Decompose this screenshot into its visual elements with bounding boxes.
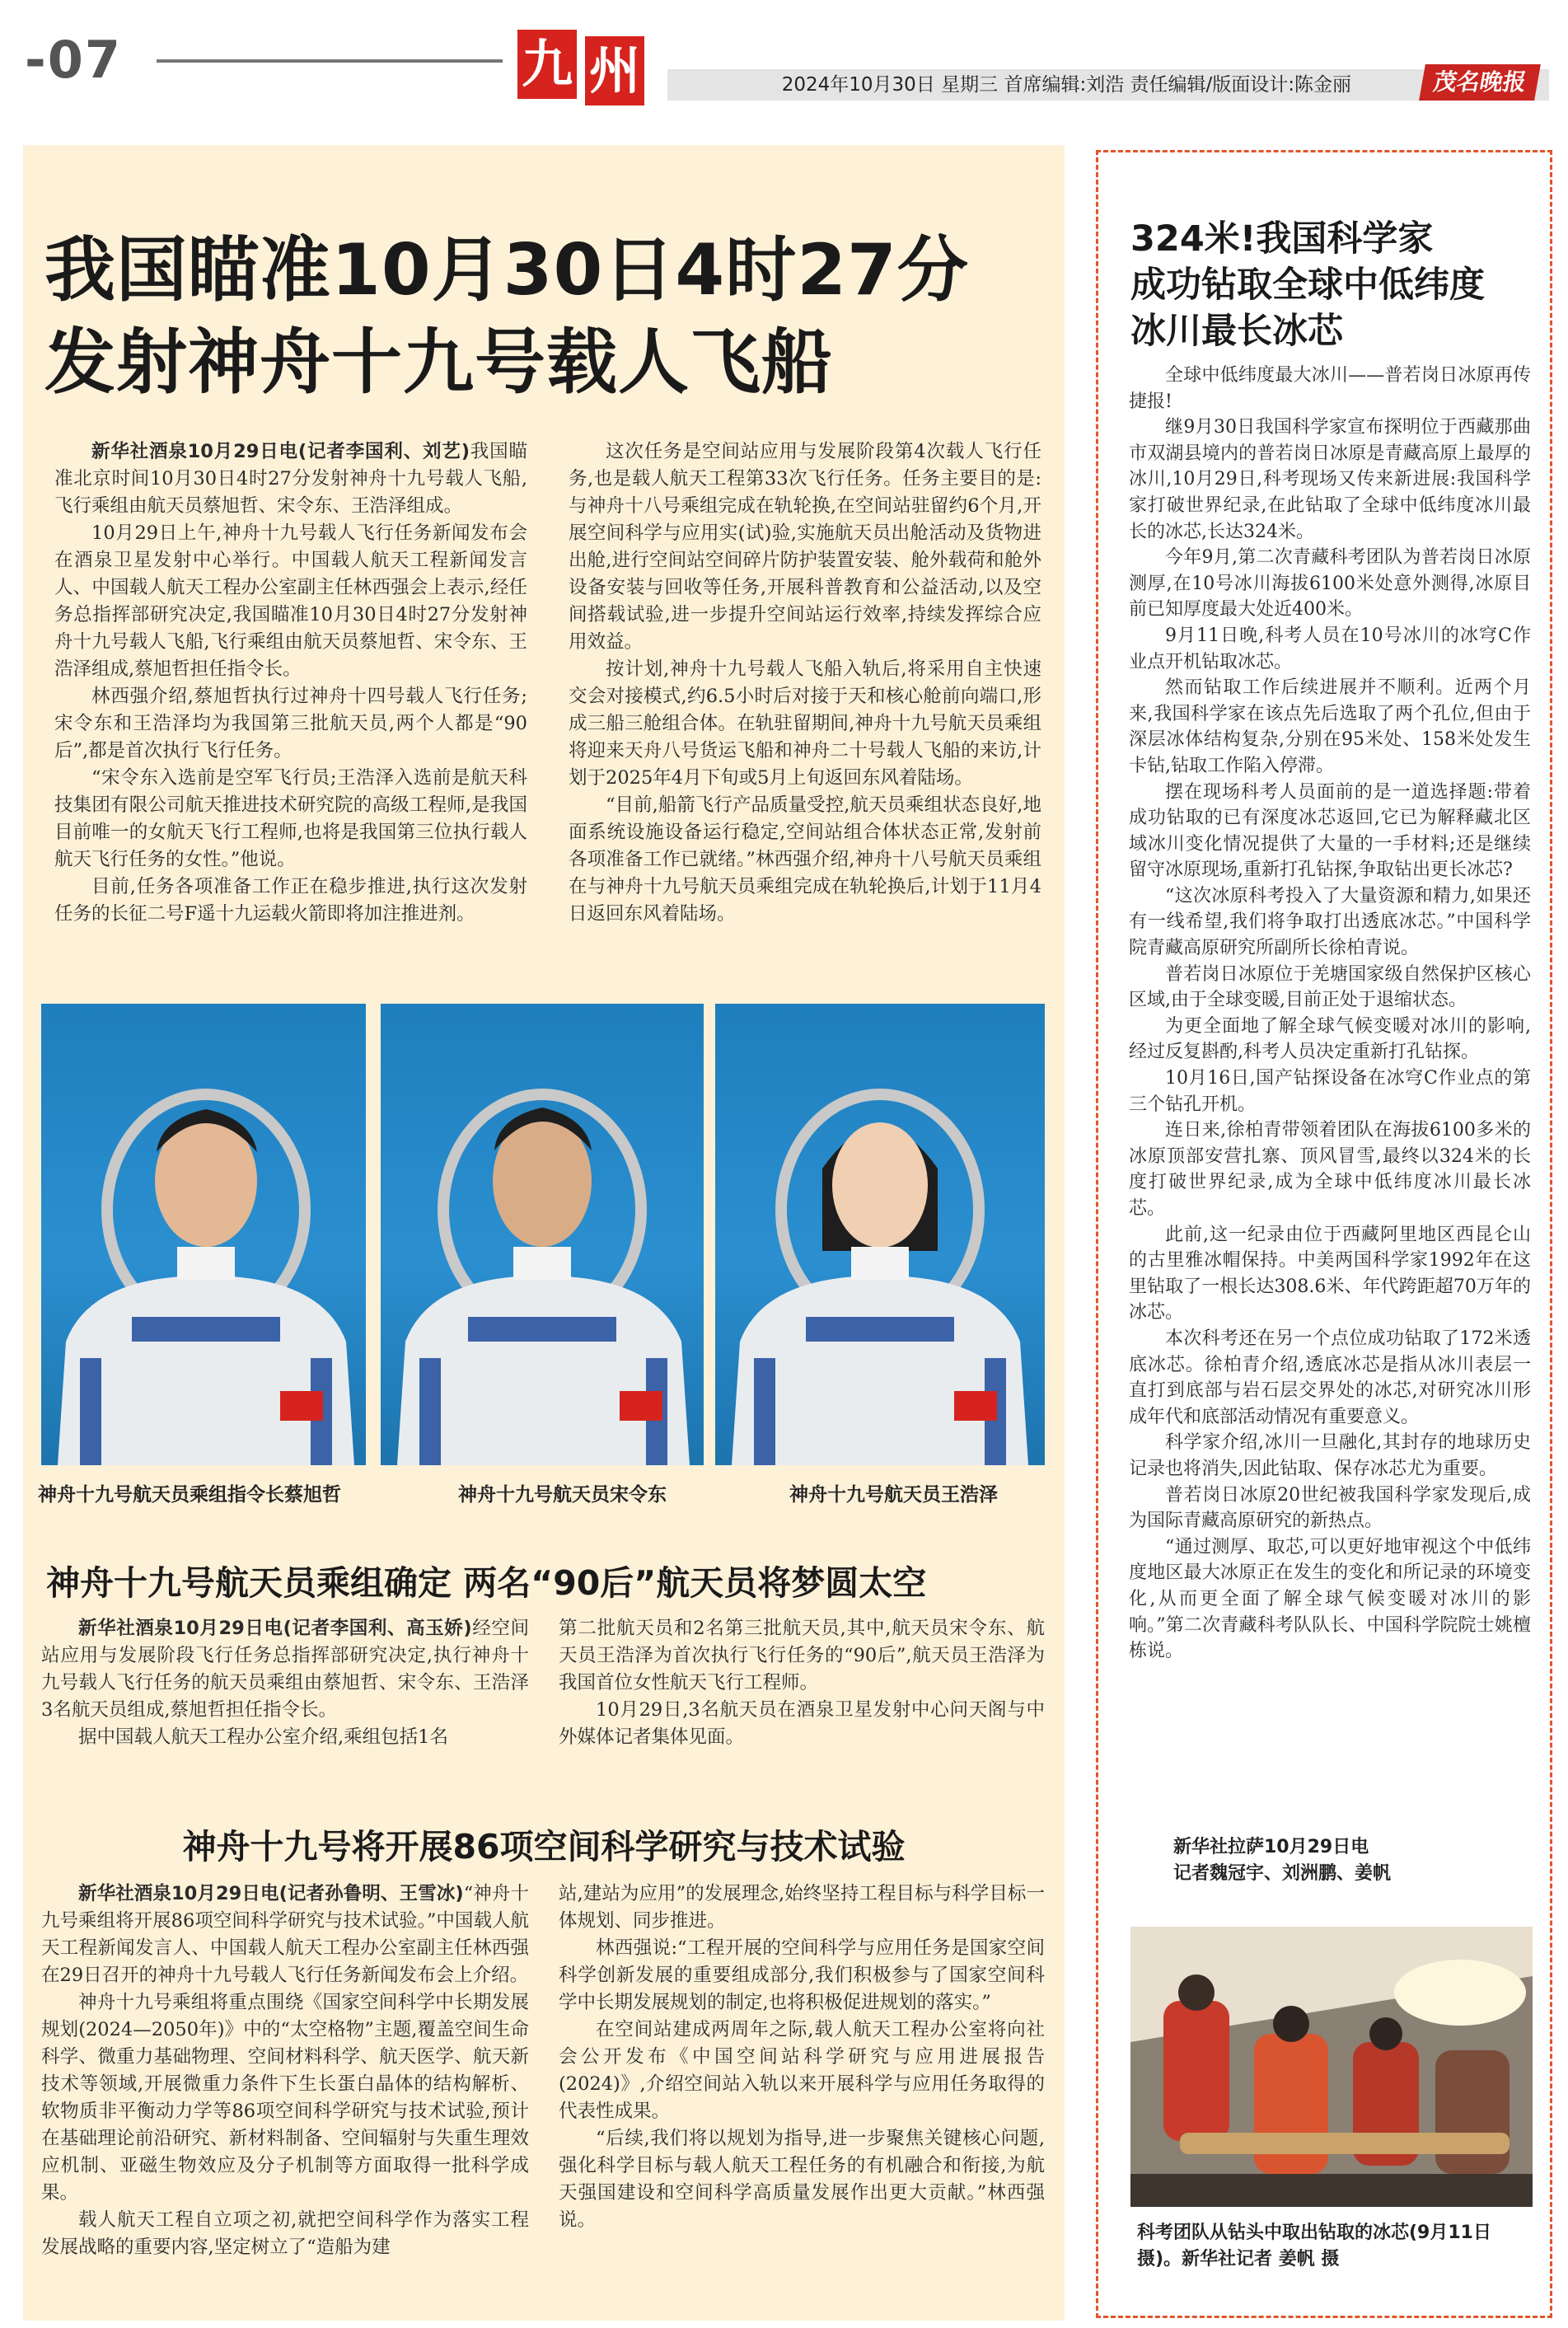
glacier-paragraph: 9月11日晚,科考人员在10号冰川的冰穹C作业点开机钻取冰芯。: [1129, 625, 1531, 672]
story2-paragraph: 经空间站应用与发展阶段飞行任务总指挥部研究决定,执行神舟十九号载人飞行任务的航天员乘组由蔡旭哲、宋令东、王浩泽3名航天员组成,蔡旭哲担任指令长。: [41, 1618, 529, 1721]
glacier-headline-line-2: 成功钻取全球中低纬度: [1130, 265, 1485, 306]
story3-paragraph: 站,建站为应用”的发展理念,始终坚持工程目标与科学目标一体规划、同步推进。: [559, 1883, 1045, 1932]
astronaut-photo-2: [381, 1004, 704, 1465]
header-bar: [667, 69, 1549, 101]
story3-paragraph: 林西强说:“工程开展的空间科学与应用任务是国家空间科学创新发展的重要组成部分,我们积极参与了国家空间科学中长期发展规划的制定,也将积极促进规划的落实。”: [559, 1937, 1045, 2013]
main-paragraph: 10月29日上午,神舟十九号载人飞行任务新闻发布会在酒泉卫星发射中心举行。中国载人航天工程新闻发言人、中国载人航天工程办公室副主任林西强会上表示,经任务总指挥部研究决定,我国瞄准10月30日4时27分发射神舟十九号载人飞船,飞行乘组由航天员蔡旭哲、宋令东、王浩泽组成,蔡旭哲担任指令长。: [54, 522, 527, 680]
main-paragraph: “宋令东入选前是空军飞行员;王浩泽入选前是航天科技集团有限公司航天推进技术研究院的高级工程师,是我国目前唯一的女航天飞行工程师,也将是我国第三位执行载人航天飞行任务的女性。”他说。: [54, 767, 527, 870]
header-rule: [157, 59, 503, 63]
story2-col-1: [41, 1615, 529, 1751]
main-paragraph: “目前,船箭飞行产品质量受控,航天员乘组状态良好,地面系统设施设备运行稳定,空间站组合体状态正常,发射前各项准备工作已就绪。”林西强介绍,神舟十八号航天员乘组在与神舟十九号航天员乘组完成在轨轮换后,计划于11月4日返回东风着陆场。: [569, 794, 1041, 925]
glacier-paragraph: 今年9月,第二次青藏科考团队为普若岗日冰原测厚,在10号冰川海拔6100米处意外测得,冰原目前已知厚度最大处近400米。: [1129, 547, 1531, 621]
glacier-paragraph: 摆在现场科考人员面前的是一道选择题:带着成功钻取的已有深度冰芯返回,它已为解释藏北区域冰川变化情况提供了大量的一手材料;还是继续留守冰原现场,重新打孔钻探,争取钻出更长冰芯?: [1129, 781, 1531, 881]
glacier-paragraph: 普若岗日冰原位于羌塘国家级自然保护区核心区域,由于全球变暖,目前正处于退缩状态。: [1129, 963, 1531, 1011]
main-paragraph: 林西强介绍,蔡旭哲执行过神舟十四号载人飞行任务;宋令东和王浩泽均为我国第三批航天员,两个人都是“90后”,都是首次执行飞行任务。: [54, 686, 527, 761]
story2-headline: 神舟十九号航天员乘组确定 两名“90后”航天员将梦圆太空: [46, 1563, 927, 1603]
story3-col-1: [41, 1881, 529, 2261]
glacier-story-body: [1129, 363, 1531, 1665]
glacier-paragraph: 本次科考还在另一个点位成功钻取了172米透底冰芯。徐柏青介绍,透底冰芯是指从冰川表层一直打到底部与岩石层交界处的冰芯,对研究冰川形成年代和底部活动情况有重要意义。: [1129, 1328, 1531, 1427]
astronaut-1-illustration: [41, 1004, 366, 1465]
glacier-paragraph: “这次冰原科考投入了大量资源和精力,如果还有一线希望,我们将争取打出透底冰芯。”中国科学院青藏高原研究所副所长徐柏青说。: [1129, 885, 1531, 959]
story3-col-2: [559, 1881, 1045, 2234]
glacier-paragraph: “通过测厚、取芯,可以更好地审视这个中低纬度地区最大冰原正在发生的变化和所记录的环境变化,从而更全面了解全球气候变暖对冰川的影响。”第二次青藏科考队队长、中国科学院院士姚檀栋说。: [1129, 1536, 1531, 1662]
main-headline-line-2: 发射神舟十九号载人飞船: [44, 321, 833, 404]
main-story-col-2: [569, 438, 1041, 928]
story2-paragraph: 10月29日,3名航天员在酒泉卫星发射中心问天阁与中外媒体记者集体见面。: [559, 1699, 1045, 1748]
glacier-paragraph: 连日来,徐柏青带领着团队在海拔6100多米的冰原顶部安营扎寨、顶风冒雪,最终以324米的长度打破世界纪录,成为全球中低纬度冰川最长冰芯。: [1129, 1120, 1531, 1219]
glacier-signature: [1173, 1834, 1486, 1887]
story2-dateline: 新华社酒泉10月29日电(记者李国利、高玉娇): [78, 1618, 472, 1639]
main-dateline: 新华社酒泉10月29日电(记者李国利、刘艺): [91, 441, 470, 462]
glacier-paragraph: 然而钻取工作后续进展并不顺利。近两个月来,我国科学家在该点先后选取了两个孔位,但由于深层冰体结构复杂,分别在95米处、158米处发生卡钻,钻取工作陷入停滞。: [1129, 677, 1531, 776]
story3-paragraph: 载人航天工程自立项之初,就把空间科学作为落实工程发展战略的重要内容,坚定树立了“造船为建: [41, 2209, 529, 2258]
main-paragraph: 我国瞄准北京时间10月30日4时27分发射神舟十九号载人飞船,飞行乘组由航天员蔡旭哲、宋令东、王浩泽组成。: [54, 441, 527, 517]
glacier-paragraph: 此前,这一纪录由位于西藏阿里地区西昆仑山的古里雅冰帽保持。中美两国科学家1992年在这里钻取了一根长达308.6米、年代跨距超70万年的冰芯。: [1129, 1224, 1531, 1323]
glacier-paragraph: 继9月30日我国科学家宣布探明位于西藏那曲市双湖县境内的普若岗日冰原是青藏高原上最厚的冰川,10月29日,科考现场又传来新进展:我国科学家打破世界纪录,在此钻取了全球中低纬度冰川最长的冰芯,长达324米。: [1129, 417, 1531, 542]
story2-paragraph: 据中国载人航天工程办公室介绍,乘组包括1名: [78, 1726, 448, 1748]
astronaut-caption-1: 神舟十九号航天员乘组指令长蔡旭哲: [38, 1484, 341, 1506]
main-story-col-1: [54, 438, 527, 928]
astronaut-2-illustration: [381, 1004, 704, 1465]
ice-core-caption: 科考团队从钻头中取出钻取的冰芯(9月11日摄)。新华社记者 姜帆 摄: [1137, 2223, 1491, 2269]
page-number: -07: [25, 30, 123, 90]
story2-col-2: [559, 1615, 1045, 1751]
ice-core-photo: [1130, 1927, 1533, 2207]
astronaut-photo-1: [41, 1004, 366, 1465]
astronaut-caption-3: 神舟十九号航天员王浩泽: [789, 1484, 998, 1506]
ice-core-illustration: [1130, 1927, 1533, 2207]
main-paragraph: 按计划,神舟十九号载人飞船入轨后,将采用自主快速交会对接模式,约6.5小时后对接于天和核心舱前向端口,形成三船三舱组合体。在轨驻留期间,神舟十九号航天员乘组将迎来天舟八号货运飞船和神舟二十号载人飞船的来访,计划于2025年4月下旬或5月上旬返回东风着陆场。: [569, 658, 1041, 789]
astronaut-photo-3: [715, 1004, 1045, 1465]
glacier-sign-line-2: 记者魏冠宇、刘洲鹏、姜帆: [1173, 1863, 1392, 1884]
story2-paragraph: 第二批航天员和2名第三批航天员,其中,航天员宋令东、航天员王浩泽为首次执行飞行任务的“90后”,航天员王浩泽为我国首位女性航天飞行工程师。: [559, 1618, 1045, 1693]
newspaper-logo: 茂名晚报: [1419, 64, 1541, 101]
main-paragraph: 目前,任务各项准备工作正在稳步推进,执行这次发射任务的长征二号F遥十九运载火箭即将加注推进剂。: [54, 876, 527, 925]
story3-paragraph: “后续,我们将以规划为指导,进一步聚焦关键核心问题,强化科学目标与载人航天工程任务的有机融合和衔接,为航天强国建设和空间科学高质量发展作出更大贡献。”林西强说。: [559, 2128, 1045, 2231]
glacier-headline-line-3: 冰川最长冰芯: [1130, 311, 1343, 352]
main-headline-line-1: 我国瞄准10月30日4时27分: [44, 229, 969, 311]
astronaut-caption-2: 神舟十九号航天员宋令东: [458, 1484, 667, 1506]
header-subline: 2024年10月30日 星期三 首席编辑:刘浩 责任编辑/版面设计:陈金丽: [781, 74, 1351, 96]
story3-paragraph: “神舟十九号乘组将开展86项空间科学研究与技术试验。”中国载人航天工程新闻发言人、中国载人航天工程办公室副主任林西强在29日召开的神舟十九号载人飞行任务新闻发布会上介绍。: [41, 1883, 529, 1986]
main-headline: [44, 224, 1050, 409]
glacier-paragraph: 为更全面地了解全球气候变暖对冰川的影响,经过反复斟酌,科考人员决定重新打孔钻探。: [1129, 1015, 1531, 1063]
glacier-headline-line-1: 324米!我国科学家: [1130, 218, 1434, 260]
glacier-paragraph: 10月16日,国产钻探设备在冰穹C作业点的第三个钻孔开机。: [1129, 1068, 1531, 1115]
main-paragraph: 这次任务是空间站应用与发展阶段第4次载人飞行任务,也是载人航天工程第33次飞行任务。任务主要目的是:与神舟十八号乘组完成在轨轮换,在空间站驻留约6个月,开展空间科学与应用实(试)验,实施航天员出舱活动及货物进出舱,进行空间站空间碎片防护装置安装、舱外载荷和舱外设备安装与回收等任务,开展科普教育和公益活动,以及空间搭载试验,进一步提升空间站运行效率,持续发挥综合应用效益。: [569, 441, 1041, 653]
story3-headline: 神舟十九号将开展86项空间科学研究与技术试验: [182, 1827, 906, 1867]
section-logo: [517, 30, 649, 105]
glacier-sign-line-1: 新华社拉萨10月29日电: [1173, 1837, 1369, 1857]
glacier-headline: [1130, 216, 1526, 354]
glacier-paragraph: 普若岗日冰原20世纪被我国科学家发现后,成为国际青藏高原研究的新热点。: [1129, 1484, 1531, 1532]
story3-dateline: 新华社酒泉10月29日电(记者孙鲁明、王雪冰): [78, 1883, 464, 1904]
section-char-2: 州: [585, 36, 644, 105]
glacier-paragraph: 科学家介绍,冰川一旦融化,其封存的地球历史记录也将消失,因此钻取、保存冰芯尤为重要。: [1129, 1432, 1531, 1479]
story3-paragraph: 在空间站建成两周年之际,载人航天工程办公室将向社会公开发布《中国空间站科学研究与应用进展报告(2024)》,介绍空间站入轨以来开展科学与应用任务取得的代表性成果。: [559, 2019, 1045, 2122]
section-char-1: 九: [517, 30, 577, 99]
story3-paragraph: 神舟十九号乘组将重点围绕《国家空间科学中长期发展规划(2024—2050年)》中的“太空格物”主题,覆盖空间生命科学、微重力基础物理、空间材料科学、航天医学、航天新技术等领域,开展微重力条件下生长蛋白晶体的结构解析、软物质非平衡动力学等86项空间科学研究与技术试验,预计在基础理论前沿研究、新材料制备、空间辐射与失重生理效应机制、亚磁生物效应及分子机制等方面取得一批科学成果。: [41, 1992, 529, 2204]
glacier-paragraph: 全球中低纬度最大冰川——普若岗日冰原再传捷报!: [1129, 365, 1531, 412]
astronaut-3-illustration: [715, 1004, 1045, 1465]
